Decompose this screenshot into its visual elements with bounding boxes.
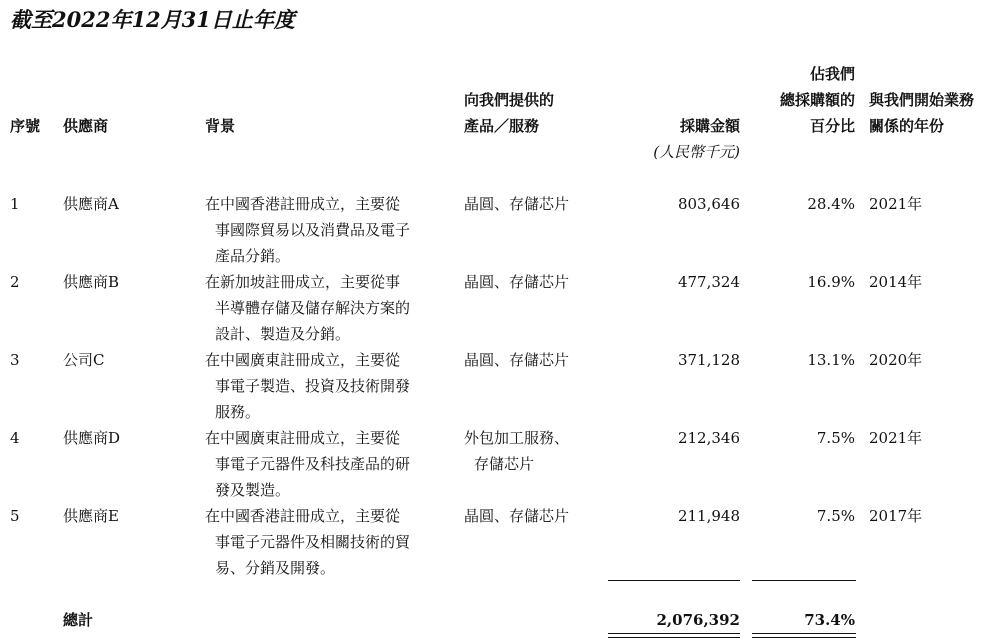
row-background	[205, 503, 455, 581]
row-background	[205, 425, 455, 503]
row-supplier: 公司C	[63, 351, 105, 369]
row-percentage: 7.5%	[816, 507, 855, 525]
total-percentage: 73.4%	[804, 611, 855, 629]
row-year: 2021年	[869, 429, 923, 447]
header-no: 序號	[10, 117, 41, 135]
row-no: 5	[10, 507, 20, 525]
row-background-line: 設計、製造及分銷。	[215, 325, 351, 343]
row-background	[205, 269, 455, 347]
header-products	[464, 87, 554, 139]
total-amount: 2,076,392	[656, 611, 740, 629]
row-background-line: 事國際貿易以及消費品及電子	[215, 221, 411, 239]
header-products-line: 向我們提供的	[464, 91, 555, 109]
row-amount: 477,324	[677, 273, 740, 291]
row-products-line: 存儲芯片	[474, 455, 535, 473]
header-supplier: 供應商	[63, 117, 109, 135]
row-background-line: 易、分銷及開發。	[215, 559, 336, 577]
row-amount: 371,128	[677, 351, 740, 369]
header-percentage-line: 總採購額的	[779, 91, 855, 109]
row-products	[464, 191, 569, 217]
row-percentage: 13.1%	[807, 351, 855, 369]
row-percentage: 28.4%	[807, 195, 855, 213]
row-background	[205, 347, 455, 425]
row-background-line: 在中國香港註冊成立，主要從	[205, 507, 401, 525]
row-background-line: 事電子元器件及相關技術的貿	[215, 533, 411, 551]
row-background-line: 事電子製造、投資及技術開發	[215, 377, 411, 395]
row-supplier: 供應商B	[63, 273, 120, 291]
percentage-subtotal-rule	[752, 580, 856, 581]
row-background-line: 在中國廣東註冊成立，主要從	[205, 429, 401, 447]
header-percentage-line: 佔我們	[809, 65, 855, 83]
row-background-line: 在中國廣東註冊成立，主要從	[205, 351, 401, 369]
total-label: 總計	[63, 611, 94, 629]
page-title: 截至2022年12月31日止年度	[10, 7, 295, 32]
row-products-line: 晶圓、存儲芯片	[464, 351, 570, 369]
row-no: 4	[10, 429, 20, 447]
row-background-line: 在中國香港註冊成立，主要從	[205, 195, 401, 213]
row-no: 1	[10, 195, 20, 213]
row-percentage: 7.5%	[816, 429, 855, 447]
header-amount	[600, 113, 740, 165]
row-percentage: 16.9%	[807, 273, 855, 291]
row-no: 2	[10, 273, 20, 291]
header-products-line: 產品／服務	[464, 117, 540, 135]
row-products-line: 外包加工服務、	[464, 429, 570, 447]
header-amount-unit: (人民幣千元)	[653, 143, 740, 161]
amount-total-double-rule	[608, 633, 740, 638]
row-products-line: 晶圓、存儲芯片	[464, 507, 570, 525]
header-since-line: 與我們開始業務	[869, 91, 975, 109]
row-products	[464, 503, 569, 529]
row-year: 2017年	[869, 507, 923, 525]
row-products	[464, 269, 569, 295]
row-background-line: 服務。	[215, 403, 261, 421]
percentage-total-double-rule	[752, 633, 856, 638]
row-products-line: 晶圓、存儲芯片	[464, 273, 570, 291]
row-background-line: 在新加坡註冊成立，主要從事	[205, 273, 401, 291]
row-amount: 211,948	[677, 507, 740, 525]
row-no: 3	[10, 351, 20, 369]
row-background-line: 發及製造。	[215, 481, 291, 499]
row-year: 2014年	[869, 273, 923, 291]
row-year: 2020年	[869, 351, 923, 369]
row-amount: 803,646	[677, 195, 740, 213]
header-percentage	[745, 61, 855, 139]
amount-subtotal-rule	[608, 580, 740, 581]
header-since	[869, 87, 974, 139]
row-background-line: 產品分銷。	[215, 247, 291, 265]
row-year: 2021年	[869, 195, 923, 213]
row-products	[464, 425, 569, 477]
row-background-line: 事電子元器件及科技產品的研	[215, 455, 411, 473]
header-amount-label: 採購金額	[679, 117, 740, 135]
row-supplier: 供應商A	[63, 195, 119, 213]
row-background	[205, 191, 455, 269]
row-products	[464, 347, 569, 373]
row-background-line: 半導體存儲及儲存解決方案的	[215, 299, 411, 317]
row-amount: 212,346	[677, 429, 740, 447]
row-supplier: 供應商E	[63, 507, 119, 525]
row-products-line: 晶圓、存儲芯片	[464, 195, 570, 213]
header-percentage-line: 百分比	[809, 117, 855, 135]
header-since-line: 關係的年份	[869, 117, 945, 135]
header-background: 背景	[205, 117, 236, 135]
row-supplier: 供應商D	[63, 429, 121, 447]
